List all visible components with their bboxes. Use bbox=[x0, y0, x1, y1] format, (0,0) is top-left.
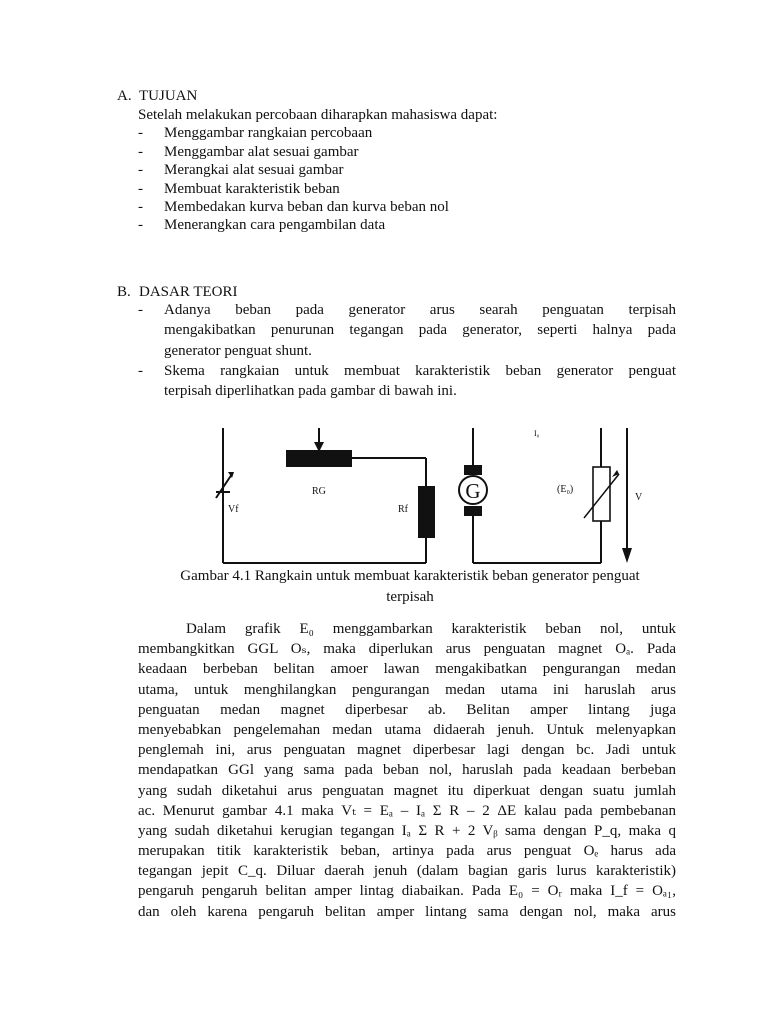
generator-label: G bbox=[465, 479, 481, 503]
load-resistor bbox=[593, 467, 610, 521]
paragraph-line: membangkitkan GGL Oₛ, maka diperlukan arus penguatan magnet Oₐ. Pada bbox=[138, 641, 676, 658]
paragraph-line: ac. Menurut gambar 4.1 maka Vₜ = Eₐ – Iₐ Σ R – 2 ΔE kalau pada pembebanan bbox=[138, 802, 676, 819]
figure-caption bbox=[130, 566, 690, 608]
section-b-title: DASAR TEORI bbox=[139, 284, 238, 300]
figure-caption-line-1: Gambar 4.1 Rangkain untuk membuat karakteristik beban generator penguat bbox=[180, 568, 640, 584]
paragraph-line: Dalam grafik E₀ menggambarkan karakteristik beban nol, untuk bbox=[186, 621, 676, 637]
rf-label: Rf bbox=[398, 504, 408, 515]
theory-item-1-line-1: Adanya beban pada generator arus searah penguatan terpisah bbox=[164, 302, 676, 318]
list-item: - Membedakan kurva beban dan kurva beban nol bbox=[138, 199, 449, 215]
figure-caption-line-2: terpisah bbox=[386, 589, 434, 605]
vf-label: Vf bbox=[228, 504, 239, 515]
rg-resistor bbox=[286, 450, 352, 467]
rf-winding bbox=[418, 486, 435, 538]
section-a-title: TUJUAN bbox=[139, 88, 198, 104]
paragraph-line: dan oleh karena pengaruh belitan amper lintang sama dengan nol, maka arus bbox=[138, 903, 676, 920]
theory-item-2-line-2: terpisah diperlihatkan pada gambar di bawah ini. bbox=[164, 383, 457, 399]
theory-paragraph bbox=[138, 619, 676, 922]
paragraph-line: penguatan medan magnet diperbesar ab. Belitan amper lintang juga bbox=[138, 701, 676, 718]
bullet-dash: - bbox=[138, 162, 143, 178]
paragraph-line: yang sudah diketahui kerugian tegangan Iₐ Σ R + 2 Vᵦ sama dengan P_q, maka q bbox=[138, 822, 676, 839]
paragraph-line: pengaruh pengaruh belitan amper lintag diabaikan. Pada E₀ = Oᵣ maka I_f = Oₐ₁, bbox=[138, 883, 676, 900]
bullet-dash: - bbox=[138, 199, 143, 215]
bullet-dash: - bbox=[138, 302, 143, 318]
rg-label: RG bbox=[312, 486, 326, 497]
bullet-dash: - bbox=[138, 181, 143, 197]
paragraph-line: utama, untuk menghilangkan pengurangan medan utama ini haruslah arus bbox=[138, 681, 676, 698]
paragraph-line: keadaan berbeban belitan amoer lawan mengakibatkan pengurangan medan bbox=[138, 661, 676, 678]
section-a-heading bbox=[117, 88, 197, 105]
theory-item-1-line-2: mengakibatkan penurunan tegangan pada generator, seperti halnya pada bbox=[164, 322, 676, 338]
list-item: - Menggambar rangkaian percobaan bbox=[138, 125, 373, 141]
theory-item-2-line-1: Skema rangkaian untuk membuat karakteristik beban generator penguat bbox=[164, 363, 676, 379]
theory-item-1-line-3: generator penguat shunt. bbox=[164, 343, 312, 359]
section-b-heading bbox=[117, 284, 237, 301]
bullet-dash: - bbox=[138, 144, 143, 160]
paragraph-line: mendapatkan GGl yang sama pada beban nol, haruslah pada keadaan berbeban bbox=[138, 762, 676, 779]
paragraph-line: tegangan jepit C_q. Diluar daerah jenuh (dalam bagian garis lurus karakteristik) bbox=[138, 863, 676, 880]
paragraph-line: merupakan titik karakteristik beban, artinya pada arus penguat Oₑ harus ada bbox=[138, 843, 676, 860]
e0-label: (E₀) bbox=[557, 484, 574, 495]
generator-brush-top bbox=[464, 465, 482, 475]
generator-brush-bottom bbox=[464, 506, 482, 516]
circuit-diagram bbox=[0, 420, 768, 570]
list-item: - Menerangkan cara pengambilan data bbox=[138, 217, 386, 233]
list-item: - Menggambar alat sesuai gambar bbox=[138, 144, 359, 160]
paragraph-line: yang sudah diketahui arus penguatan magnet itu diperkuat dengan suatu jumlah bbox=[138, 782, 676, 799]
section-a-intro: Setelah melakukan percobaan diharapkan mahasiswa dapat: bbox=[138, 107, 498, 123]
paragraph-line: penglemah ini, arus penguatan magnet diperbesar lagi dengan bc. Jadi untuk bbox=[138, 742, 676, 759]
paragraph-line: menyebabkan pengelemahan medan utama didaerah jenuh. Untuk melenyapkan bbox=[138, 721, 676, 738]
list-item: - Merangkai alat sesuai gambar bbox=[138, 162, 344, 178]
i0-label: I₀ bbox=[534, 429, 540, 438]
bullet-dash: - bbox=[138, 217, 143, 233]
v-label: V bbox=[635, 492, 643, 503]
bullet-dash: - bbox=[138, 125, 143, 141]
bullet-dash: - bbox=[138, 363, 143, 379]
section-a-number: A. bbox=[117, 88, 132, 104]
list-item: - Membuat karakteristik beban bbox=[138, 181, 340, 197]
section-b-number: B. bbox=[117, 284, 131, 300]
